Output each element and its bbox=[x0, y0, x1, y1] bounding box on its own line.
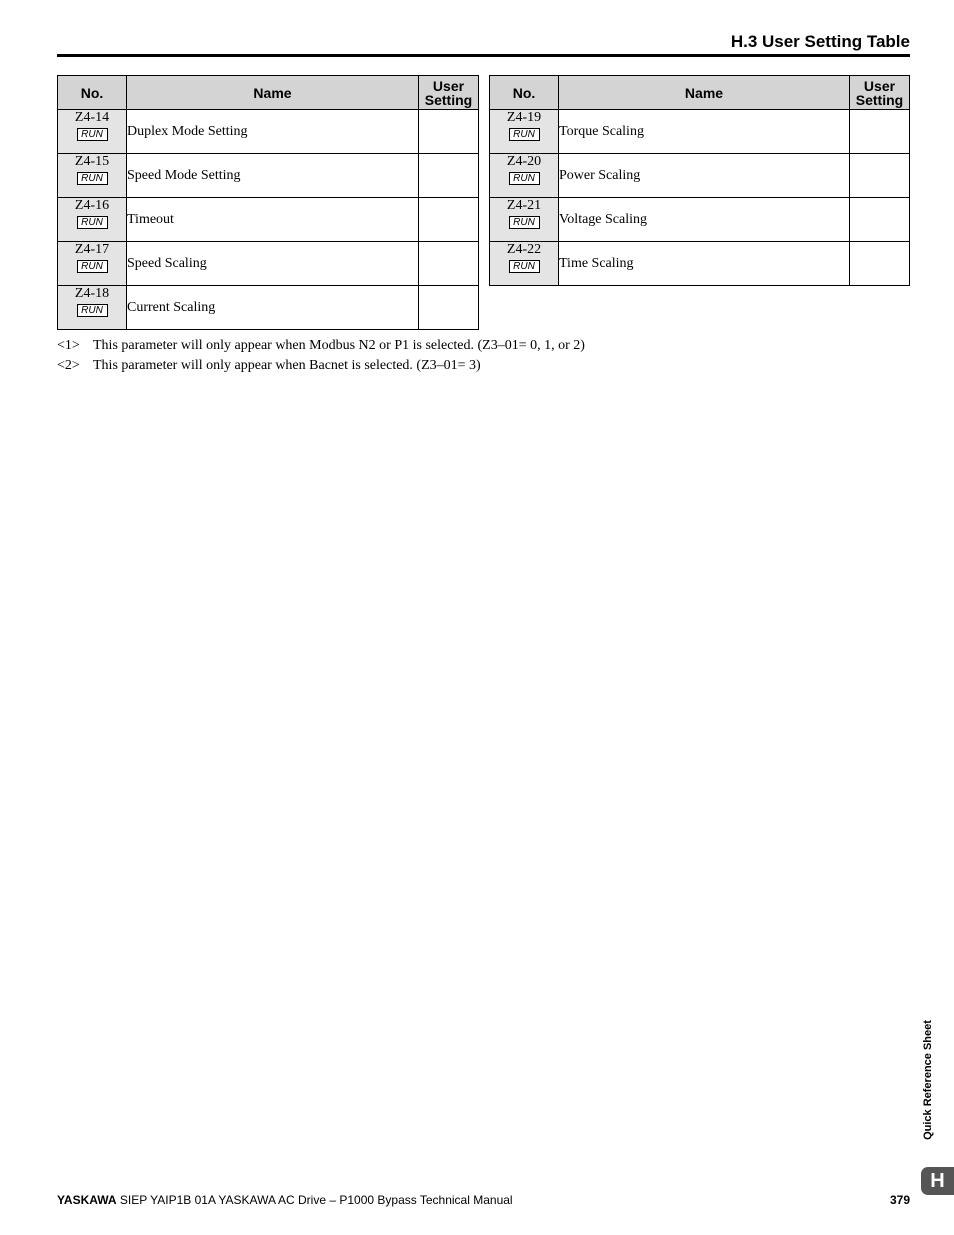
parameter-name: Duplex Mode Setting bbox=[127, 110, 419, 154]
table-header-row bbox=[490, 76, 910, 110]
parameter-name: Timeout bbox=[127, 198, 419, 242]
parameter-number-cell bbox=[58, 286, 127, 330]
parameter-number: Z4-19 bbox=[506, 110, 542, 125]
parameter-number-cell bbox=[58, 154, 127, 198]
run-badge: RUN bbox=[77, 260, 108, 273]
parameter-name: Current Scaling bbox=[127, 286, 419, 330]
parameter-name: Torque Scaling bbox=[559, 110, 850, 154]
table-row bbox=[58, 242, 479, 286]
user-setting-cell[interactable] bbox=[850, 154, 910, 198]
user-setting-cell[interactable] bbox=[419, 242, 479, 286]
run-badge: RUN bbox=[77, 304, 108, 317]
parameter-table-left bbox=[57, 75, 479, 330]
run-badge: RUN bbox=[509, 128, 540, 141]
footnote-text: This parameter will only appear when Modbus N2 or P1 is selected. (Z3–01= 0, 1, or 2) bbox=[93, 338, 585, 353]
run-badge: RUN bbox=[77, 172, 108, 185]
footnote-marker: <1> bbox=[57, 338, 80, 353]
parameter-name: Speed Mode Setting bbox=[127, 154, 419, 198]
user-setting-cell[interactable] bbox=[850, 242, 910, 286]
parameter-number: Z4-20 bbox=[506, 154, 542, 169]
parameter-table-right bbox=[489, 75, 910, 286]
page-footer bbox=[57, 1193, 910, 1207]
appendix-tab[interactable]: H bbox=[921, 1167, 954, 1195]
parameter-number: Z4-14 bbox=[74, 110, 110, 125]
user-setting-cell[interactable] bbox=[419, 154, 479, 198]
run-badge: RUN bbox=[509, 172, 540, 185]
table-header-row bbox=[58, 76, 479, 110]
parameter-number-cell bbox=[490, 110, 559, 154]
user-setting-cell[interactable] bbox=[850, 198, 910, 242]
parameter-number: Z4-22 bbox=[506, 242, 542, 257]
table-row bbox=[58, 154, 479, 198]
footnote-text: This parameter will only appear when Bacnet is selected. (Z3–01= 3) bbox=[93, 358, 481, 373]
side-section-label bbox=[908, 1010, 948, 1150]
column-header-user-setting: User Setting bbox=[850, 76, 910, 110]
page-number: 379 bbox=[889, 1193, 910, 1207]
table-row bbox=[58, 198, 479, 242]
parameter-number: Z4-18 bbox=[74, 286, 110, 301]
run-badge: RUN bbox=[509, 260, 540, 273]
user-setting-cell[interactable] bbox=[419, 110, 479, 154]
footnote bbox=[57, 356, 585, 376]
section-title: H.3 User Setting Table bbox=[730, 32, 910, 51]
footnote bbox=[57, 336, 585, 356]
parameter-number: Z4-15 bbox=[74, 154, 110, 169]
footer-manual-title: SIEP YAIP1B 01A YASKAWA AC Drive – P1000 Bypass Technical Manual bbox=[116, 1193, 513, 1207]
run-badge: RUN bbox=[77, 216, 108, 229]
run-badge: RUN bbox=[77, 128, 108, 141]
footnote-marker: <2> bbox=[57, 358, 80, 373]
header-divider bbox=[57, 54, 910, 57]
table-row bbox=[58, 110, 479, 154]
parameter-number-cell bbox=[490, 242, 559, 286]
column-header-user-setting: User Setting bbox=[419, 76, 479, 110]
parameter-number-cell bbox=[58, 242, 127, 286]
parameter-number-cell bbox=[490, 154, 559, 198]
parameter-name: Power Scaling bbox=[559, 154, 850, 198]
run-badge: RUN bbox=[509, 216, 540, 229]
table-row bbox=[490, 198, 910, 242]
user-setting-cell[interactable] bbox=[419, 286, 479, 330]
user-setting-cell[interactable] bbox=[419, 198, 479, 242]
parameter-number: Z4-21 bbox=[506, 198, 542, 213]
column-header-no: No. bbox=[490, 76, 559, 110]
parameter-name: Speed Scaling bbox=[127, 242, 419, 286]
parameter-name: Voltage Scaling bbox=[559, 198, 850, 242]
column-header-name: Name bbox=[559, 76, 850, 110]
table-row bbox=[490, 110, 910, 154]
parameter-number-cell bbox=[490, 198, 559, 242]
column-header-name: Name bbox=[127, 76, 419, 110]
parameter-number: Z4-16 bbox=[74, 198, 110, 213]
footnotes bbox=[57, 336, 585, 376]
table-row bbox=[58, 286, 479, 330]
table-row bbox=[490, 154, 910, 198]
column-header-no: No. bbox=[58, 76, 127, 110]
parameter-number: Z4-17 bbox=[74, 242, 110, 257]
parameter-name: Time Scaling bbox=[559, 242, 850, 286]
parameter-number-cell bbox=[58, 110, 127, 154]
side-section-text: Quick Reference Sheet bbox=[922, 1020, 934, 1140]
footer-brand: YASKAWA bbox=[57, 1193, 117, 1207]
parameter-number-cell bbox=[58, 198, 127, 242]
user-setting-cell[interactable] bbox=[850, 110, 910, 154]
table-row bbox=[490, 242, 910, 286]
